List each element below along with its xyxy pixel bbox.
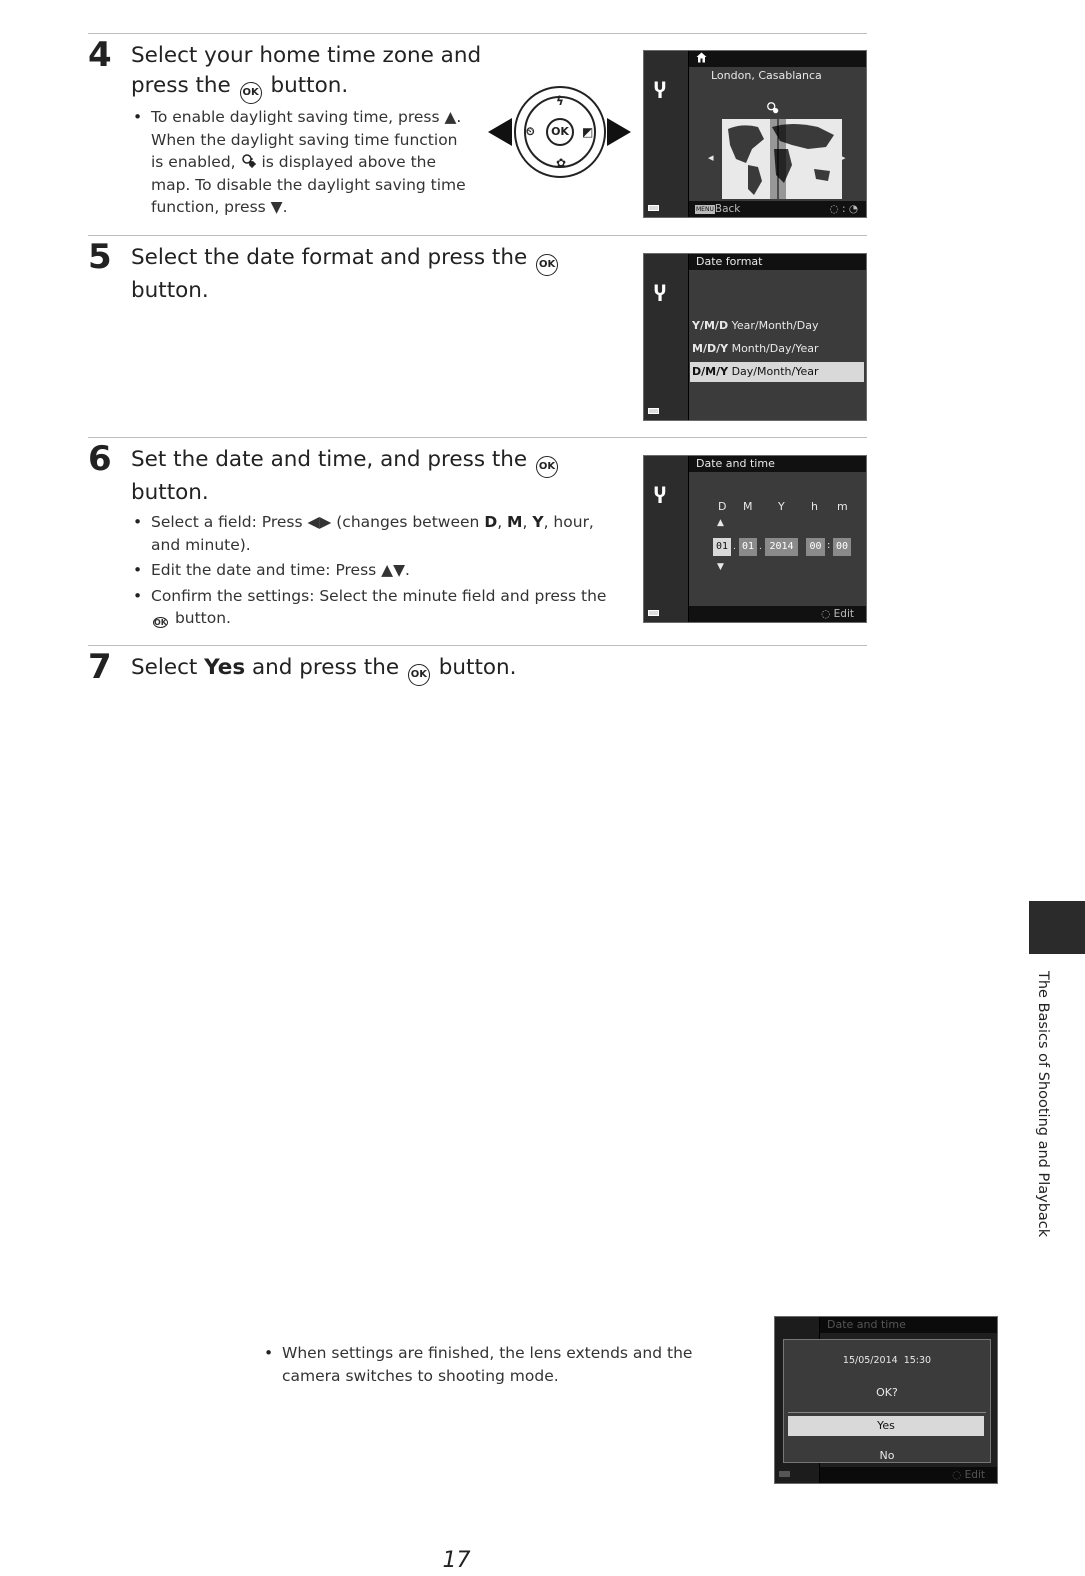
decrement-arrow-icon: ▼ (717, 562, 724, 572)
city-label: London, Casablanca (711, 69, 822, 82)
step-title-line: button. (131, 278, 209, 303)
chapter-label: The Basics of Shooting and Playback (1035, 971, 1051, 1238)
day-field[interactable]: 01 (713, 538, 731, 556)
step-bullets (262, 1342, 722, 1390)
home-icon (696, 52, 707, 63)
battery-icon (648, 408, 659, 414)
format-option-mdy[interactable] (692, 342, 818, 355)
screen-footer (689, 201, 866, 217)
edit-label: Edit (833, 608, 854, 620)
step-title-line: Select your home time zone and (131, 43, 482, 68)
step-title (131, 653, 1051, 1573)
format-label: Day/Month/Year (731, 365, 819, 378)
title-text: Set the date and time, and press the (131, 447, 528, 472)
bullet-item (131, 106, 471, 219)
title-bold-yes: Yes (204, 655, 246, 680)
ok-button-icon: OK (240, 82, 262, 104)
bullet-line (151, 607, 611, 635)
screen-header: Date format (689, 254, 866, 270)
ok-button-icon: OK (536, 456, 558, 478)
confirm-dialog (783, 1339, 991, 1463)
bullet-line: • Select a field: Press ◀▶ (changes between D, M, Y, hour, (151, 513, 594, 531)
wrench-icon: Ⴤ (654, 282, 666, 306)
dst-toggle-hint-icon: ◌ : ◔ (829, 203, 858, 215)
exposure-comp-icon: ◩ (582, 125, 594, 139)
edit-label: Edit (964, 1469, 985, 1481)
format-option-ymd[interactable] (692, 319, 818, 332)
screen-sidebar (644, 51, 688, 217)
step-title-line: button. (131, 480, 209, 505)
daylight-saving-icon (766, 101, 780, 120)
ok-button-icon: OK (536, 254, 558, 276)
step-title (131, 41, 481, 104)
section-rule (88, 235, 867, 236)
dialog-divider (788, 1412, 986, 1413)
world-map (722, 119, 842, 199)
format-label: Year/Month/Day (731, 319, 819, 332)
dialog-datetime: 15/05/2014 15:30 (842, 1355, 932, 1366)
month-field[interactable]: 01 (739, 538, 757, 556)
bullet-text: is enabled, (151, 153, 236, 171)
multi-selector-dial (514, 86, 606, 178)
separator: . (759, 542, 762, 552)
camera-screen-confirm (774, 1316, 998, 1484)
step-number: 7 (88, 647, 112, 687)
format-option-dmy-selected[interactable] (690, 362, 864, 382)
ok-button-icon: OK (546, 118, 574, 146)
camera-screen-timezone (643, 50, 867, 218)
bullet-text: button. (174, 609, 231, 627)
column-label-month: M (743, 500, 753, 513)
step-title-line (131, 71, 481, 104)
bullet-text: is displayed above the (261, 153, 437, 171)
screen-header (689, 51, 866, 67)
bullet-text: Select a field: Press ◀▶ (changes between (151, 513, 480, 531)
yes-option[interactable]: Yes (788, 1416, 984, 1436)
menu-badge: MENU (696, 206, 714, 213)
ok-button-icon: OK (408, 664, 430, 686)
step-bullets (131, 511, 611, 638)
hour-field[interactable]: 00 (806, 538, 825, 556)
section-rule (88, 645, 867, 646)
screen-footer (689, 606, 866, 622)
bullet-item (131, 559, 611, 582)
wrench-icon: Ⴤ (654, 484, 666, 508)
dialog-question: OK? (876, 1386, 898, 1399)
title-text: button. (270, 73, 349, 98)
step-number: 5 (88, 237, 112, 277)
step-title-line (131, 243, 560, 276)
field-d: D (484, 513, 498, 531)
screen-header: Date and time (820, 1317, 997, 1333)
wrench-icon: Ⴤ (654, 79, 666, 103)
edit-hint (821, 606, 854, 622)
screen-sidebar (644, 456, 688, 622)
bullet-text: , hour, (543, 513, 594, 531)
bullet-line: and minute). (151, 535, 251, 554)
bullet-line: function, press ▼. (151, 198, 288, 216)
back-label: Back (714, 203, 741, 215)
daylight-saving-icon (241, 153, 262, 171)
format-label: Month/Day/Year (731, 342, 819, 355)
field-m: M (507, 513, 523, 531)
step-title (131, 243, 560, 306)
title-text: button. (438, 655, 517, 680)
step-number: 6 (88, 439, 112, 479)
camera-screen-date-time (643, 455, 867, 623)
bullet-line: camera switches to shooting mode. (282, 1366, 559, 1385)
flash-icon: ϟ (556, 94, 564, 108)
format-code: Y/M/D (692, 319, 729, 332)
bullet-line: map. To disable the daylight saving time (151, 175, 466, 194)
format-code: D/M/Y (692, 365, 729, 378)
no-option[interactable]: No (879, 1449, 895, 1462)
step-title (131, 445, 560, 508)
section-rule (88, 33, 867, 34)
separator: . (733, 542, 736, 552)
bullet-item (262, 1342, 722, 1387)
separator: : (827, 540, 831, 551)
scroll-left-arrow: ◂ (708, 151, 714, 164)
screen-header: Date and time (689, 456, 866, 472)
page-number: 17 (442, 1548, 471, 1573)
year-field[interactable]: 2014 (765, 538, 798, 556)
field-y: Y (532, 513, 544, 531)
screen-sidebar (644, 254, 688, 420)
chapter-tab (1029, 901, 1085, 954)
step-number: 4 (88, 35, 112, 75)
ok-button-icon: OK (154, 618, 167, 627)
title-text: and press the (252, 655, 400, 680)
section-rule (88, 437, 867, 438)
column-label-day: D (718, 500, 727, 513)
edit-hint (952, 1467, 985, 1483)
column-label-minute: m (837, 500, 848, 513)
title-text: Select (131, 655, 198, 680)
left-arrow-icon (488, 118, 512, 146)
bullet-line: When the daylight saving time function (151, 130, 458, 149)
bullet-line (151, 151, 471, 174)
bullet-line: • Edit the date and time: Press ▲▼. (151, 561, 410, 579)
right-arrow-icon (607, 118, 631, 146)
bullet-line: • Confirm the settings: Select the minute field and press the (151, 586, 607, 605)
title-text: Select the date format and press the (131, 245, 528, 270)
battery-icon (648, 205, 659, 211)
column-label-year: Y (778, 500, 785, 513)
camera-screen-date-format (643, 253, 867, 421)
format-code: M/D/Y (692, 342, 729, 355)
bullet-line: • To enable daylight saving time, press ▲. (151, 108, 462, 126)
bullet-line: • When settings are finished, the lens extends and the (282, 1344, 693, 1362)
scroll-right-arrow: ▸ (840, 151, 846, 164)
dial-icon: ◌ (952, 1469, 962, 1481)
self-timer-icon: ⏲ (526, 125, 535, 138)
battery-icon (779, 1471, 790, 1477)
minute-field[interactable]: 00 (833, 538, 851, 556)
battery-icon (648, 610, 659, 616)
column-label-hour: h (811, 500, 818, 513)
title-text: press the (131, 73, 231, 98)
screen-panel (689, 254, 866, 420)
increment-arrow-icon: ▲ (717, 518, 724, 528)
bullet-item (131, 511, 611, 556)
bullet-item (131, 585, 611, 635)
dial-icon: ◌ (821, 608, 831, 620)
screen-footer (820, 1467, 997, 1483)
macro-icon: ✿ (556, 156, 567, 170)
step-title-line (131, 445, 560, 478)
step-bullets (131, 106, 471, 222)
